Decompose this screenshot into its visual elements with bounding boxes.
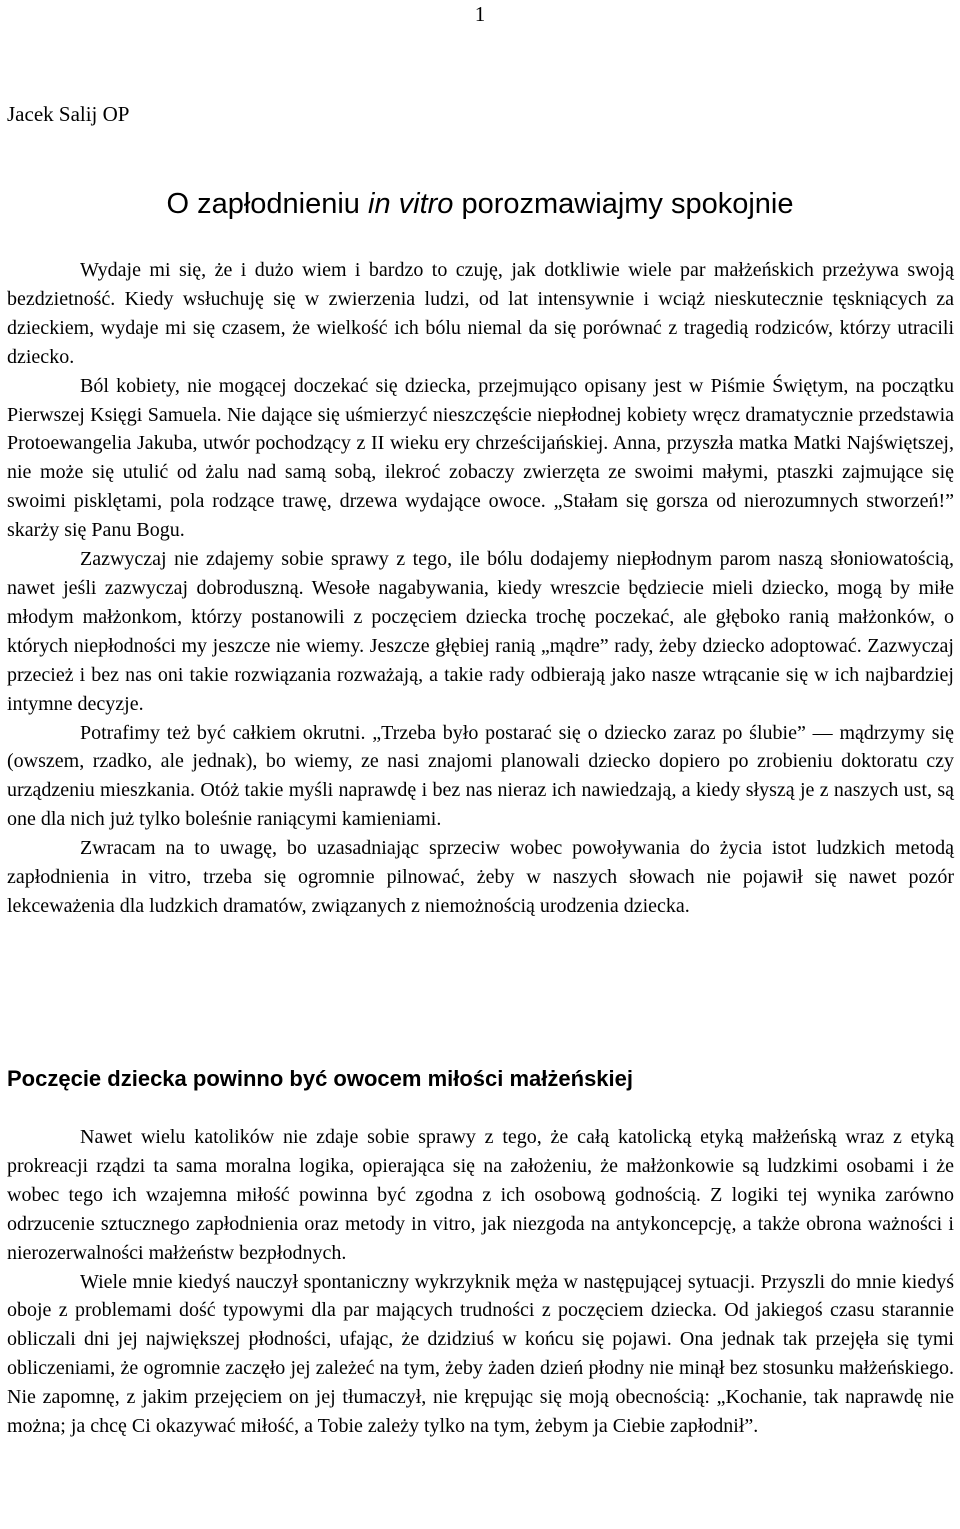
title-suffix: porozmawiajmy spokojnie	[453, 188, 794, 220]
title-italic: in vitro	[368, 188, 454, 220]
paragraph: Zwracam na to uwagę, bo uzasadniając sprzeciw wobec powoływania do życia istot ludzkich metodą zapłodnienia in vitro, trzeba się ogromnie pilnować, żeby w naszych słowach nie pojawił się nawet pozór lekceważenia dla ludzkich dramatów, związanych z niemożnością urodzenia dziecka.	[7, 837, 954, 917]
paragraph: Ból kobiety, nie mogącej doczekać się dziecka, przejmująco opisany jest w Piśmie Świętym, na początku Pierwszej Księgi Samuela. Nie dające się uśmierzyć nieszczęście niepłodnej kobiety wręcz dramatycznie przedstawia Protoewangelia Jakuba, utwór pochodzący z II wieku ery chrześcijańskiej. Anna, przyszła matka Matki Najświętszej, nie może się utulić od żalu nad samą sobą, ilekroć zobaczy zwierzęta ze swoimi małymi, ptaszki zajmujące się swoimi pisklętami, pola rodzące trawę, drzewa wydające owoce. „Stałam się gorsza od nierozumnych stworzeń!” skarży się Panu Bogu.	[7, 374, 954, 542]
paragraph: Nawet wielu katolików nie zdaje sobie sprawy z tego, że całą katolicką etyką małżeńską wraz z etyką prokreacji rządzi ta sama moralna logika, opierająca się na założeniu, że małżonkowie są ludzkimi osobami i że wobec tego ich wzajemna miłość powinna być zgodna z ich osobową godnością. Z logiki tej wynika zarówno odrzucenie sztucznego zapłodnienia oraz metody in vitro, jak niezgoda na antykoncepcję, a także obrona ważności i nierozerwalności małżeństw bezpłodnych.	[7, 1126, 954, 1264]
section-text	[7, 1123, 954, 1441]
page-number: 1	[474, 2, 486, 26]
article-title	[0, 185, 960, 223]
section-heading: Poczęcie dziecka powinno być owocem miłości małżeńskiej	[7, 1066, 634, 1091]
paragraph: Zazwyczaj nie zdajemy sobie sprawy z tego, ile bólu dodajemy niepłodnym parom naszą słoniowatością, nawet jeśli zazwyczaj dobroduszną. Wesołe nagabywania, kiedy wreszcie będziecie mieli dziecko, mogą by miłe młodym małżonkom, którzy postanowili z poczęciem dziecka trochę poczekać, ale głęboko ranią małżonków, o których niepłodności my jeszcze nie wiemy. Jeszcze głębiej ranią „mądre” rady, żeby dziecko adoptować. Zazwyczaj przecież i bez nas oni takie rozwiązania rozważają, a takie rady odbierają jako nasze wtrącanie się w ich najbardziej intymne decyzje.	[7, 548, 954, 715]
paragraph: Wiele mnie kiedyś nauczył spontaniczny wykrzyknik męża w następującej sytuacji. Przyszli do mnie kiedyś oboje z problemami dość typowymi dla par mających trudności z poczęciem dziecka. Od jakiegoś czasu starannie obliczali dni jej największej płodności, ufając, że dzidziuś w końcu się pojawi. Ona jednak tak przejęła się tymi obliczeniami, że ogromnie zaczęło jej zależeć na tym, żeby żaden dzień płodny nie minął bez stosunku małżeńskiego. Nie zapomnę, z jakim przejęciem on jej tłumaczył, nie krępując się moją obecnością: „Kochanie, tak naprawdę nie można; ja chcę Ci okazywać miłość, a Tobie zależy tylko na tym, żebym ja Ciebie zapłodnił”.	[7, 1270, 954, 1438]
paragraph: Potrafimy też być całkiem okrutni. „Trzeba było postarać się o dziecko zaraz po ślubie” — mądrzymy się (owszem, rzadko, ale jednak), bo wiemy, ze nasi znajomi planowali dziecko dopiero po zrobieniu doktoratu czy urządzeniu mieszkania. Otóż takie myśli naprawdę i bez nas nieraz ich nawiedzają, a kiedy słyszą je z naszych ust, są one dla nich już tylko boleśnie raniącymi kamieniami.	[7, 721, 954, 831]
intro-text	[7, 256, 954, 921]
title-prefix: O zapłodnieniu	[166, 188, 368, 220]
paragraph: Wydaje mi się, że i dużo wiem i bardzo to czuję, jak dotkliwie wiele par małżeńskich przeżywa swoją bezdzietność. Kiedy wsłuchuję się w zwierzenia ludzi, od lat intensywnie i wciąż nieskutecznie tęskniących za dzieckiem, wydaje mi się czasem, że wielkość ich bólu niemal da się porównać z tragedią rodziców, którzy utracili dziecko.	[7, 259, 954, 368]
author-name: Jacek Salij OP	[7, 102, 130, 126]
